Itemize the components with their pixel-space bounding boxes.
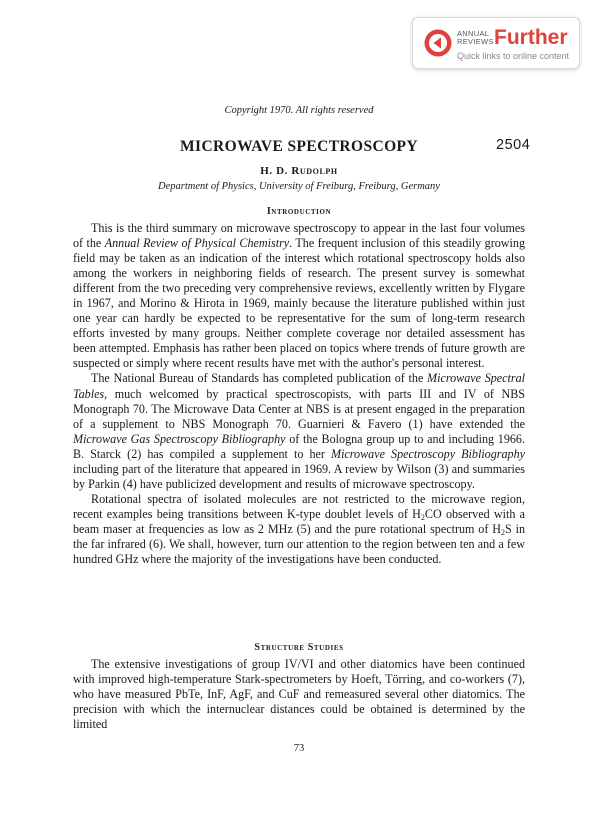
further-subtitle: Quick links to online content — [457, 51, 570, 61]
p1-text-c: . The frequent inclusion of this steadily growing field may be taken as an indication of the interest which rotational spectroscopy holds also among the workers in neighboring fields of research. The present survey is somewhat different from the two preceding very comprehensive reviews, excellently written by Flygare in 1967, and Morino & Hirota in 1969, mainly because the literature published within just one year can hardly be expected to be representative for the sum of long-term research efforts invested by many groups. Neither complete coverage nor detailed assessment has been attempted. Emphasis has rather been placed on topics where trends of future growth are suspected or simply where recent results have met with the author's personal interest. — [73, 236, 525, 371]
p3-subscript-1: 2 — [420, 512, 425, 522]
p2-tables-title: Microwave Spectral Tables — [73, 371, 526, 401]
paragraph-1 — [73, 221, 525, 371]
p2-text-e: of the Bologna group up to and including 1966. B. Starck (2) has compiled a supplement to her — [73, 431, 525, 461]
p1-journal-title: Annual Review of Physical Chemistry — [104, 236, 290, 251]
structure-studies-body — [73, 657, 525, 732]
play-circle-icon — [423, 28, 453, 58]
author-name: H. D. Rudolph — [260, 165, 338, 177]
p3-text-a: Rotational spectra of isolated molecules are not restricted to the microwave region, recent examples being transitions between K-type doublet levels of H — [73, 491, 525, 521]
p2-text-g: including part of the literature that appeared in 1969. A review by Wilson (3) and summaries by Parkin (4) have publicized development and results of microwave spectroscopy. — [73, 461, 525, 491]
paragraph-3 — [73, 492, 525, 567]
p2-text-a: The National Bureau of Standards has completed publication of the — [91, 371, 428, 386]
author-affiliation: Department of Physics, University of Freiburg, Freiburg, Germany — [158, 181, 440, 192]
paragraph-4: The extensive investigations of group IV/VI and other diatomics have been continued with improved high-temperature Stark-spectrometers by Hoeft, Törring, and co-workers (7), who have measured PbTe, InF, AgF, and CuF and remeasured several other diatomics. The precision with which the internuclear distances could be obtained is determined by the limited — [73, 657, 525, 732]
further-label: Further — [494, 26, 568, 49]
p1-text-a: This is the third summary on microwave spectroscopy to appear in the last four volumes of the — [73, 221, 525, 251]
section-heading-structure-studies: Structure Studies — [254, 642, 344, 653]
paragraph-2 — [73, 371, 525, 491]
p3-text-c: S in the far infrared (6). We shall, however, turn our attention to the region between ten and a few hundred GHz where the majority of the investigations have been conducted. — [73, 521, 525, 567]
section-heading-introduction: Introduction — [266, 206, 332, 217]
further-badge[interactable] — [412, 17, 580, 69]
p2-supplement-title: Microwave Spectroscopy Bibliography — [331, 446, 525, 461]
p3-subscript-2: 2 — [500, 527, 505, 537]
introduction-body — [73, 221, 525, 567]
article-title: MICROWAVE SPECTROSCOPY — [179, 138, 419, 155]
annual-reviews-logo-text — [457, 30, 494, 46]
article-code: 2504 — [496, 137, 531, 153]
p2-text-c: , much welcomed by practical spectroscopists, with parts III and IV of NBS Monograph 70. The Microwave Data Center at NBS is at present engaged in the preparation of a supplement to NBS Monograph 70. Guarnieri & Favero (1) have extended the — [73, 386, 525, 431]
reviews-label: REVIEWS — [457, 37, 494, 46]
copyright-notice: Copyright 1970. All rights reserved — [224, 105, 374, 116]
page-number: 73 — [293, 743, 305, 754]
p2-bibliography-title: Microwave Gas Spectroscopy Bibliography — [73, 431, 286, 446]
p3-text-b: CO observed with a beam maser at frequencies as low as 2 MHz (5) and the pure rotational spectrum of H — [73, 506, 525, 536]
annual-label: ANNUAL — [457, 29, 490, 38]
